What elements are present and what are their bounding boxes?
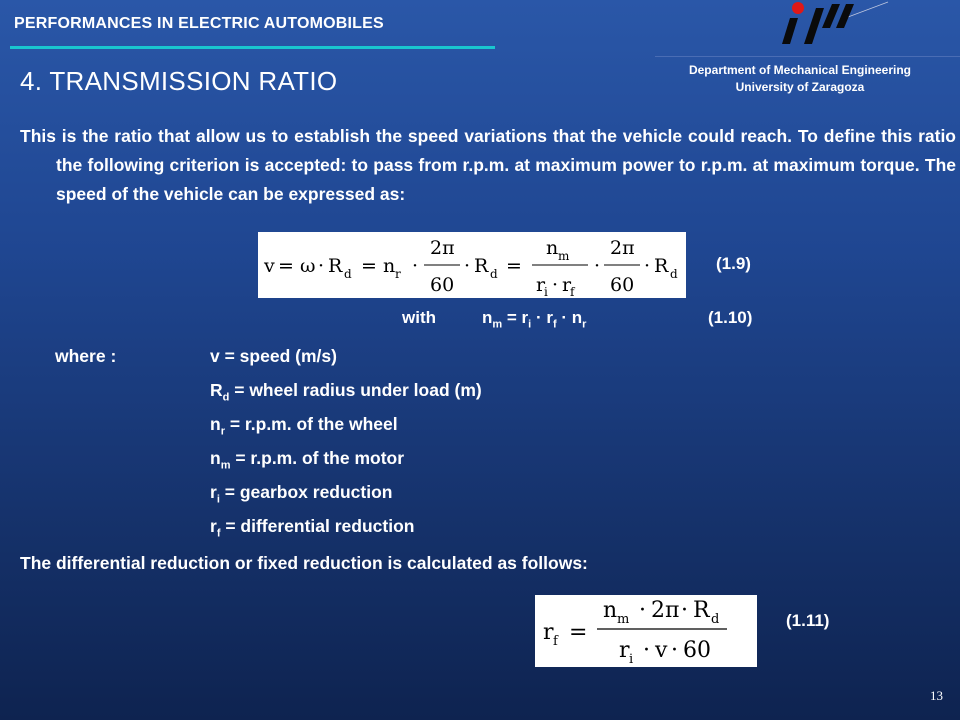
svg-text:i: i [629, 652, 634, 667]
with-label: with [402, 308, 436, 327]
header-divider [10, 46, 495, 49]
svg-text:ω: ω [300, 255, 316, 277]
svg-text:=: = [506, 255, 522, 277]
svg-text:=: = [361, 255, 377, 277]
svg-text:n: n [546, 237, 559, 259]
svg-text:r: r [562, 274, 572, 296]
svg-text:·: · [639, 598, 646, 623]
definition-ri-text: = gearbox reduction [219, 482, 393, 502]
svg-text:f: f [553, 634, 558, 649]
university-logo [780, 0, 890, 50]
svg-text:·: · [464, 255, 471, 277]
differential-equation [535, 595, 757, 667]
svg-text:r: r [619, 638, 630, 663]
department-block [650, 62, 950, 96]
svg-text:60: 60 [610, 274, 635, 296]
definition-rf: $r_f$ = differential reduction [210, 516, 415, 540]
svg-text:n: n [603, 598, 618, 623]
svg-text:n: n [383, 255, 396, 277]
svg-text:·: · [681, 598, 688, 623]
department-name: Department of Mechanical Engineering [688, 63, 912, 77]
svg-text:d: d [490, 267, 498, 281]
svg-text:·: · [552, 274, 559, 296]
definition-nr: $n_r = r.p.m$. of the wheel [210, 414, 398, 438]
svg-text:R: R [654, 255, 669, 277]
svg-text:2π: 2π [651, 598, 680, 623]
svg-text:f: f [570, 285, 575, 298]
svg-text:2π: 2π [610, 237, 635, 259]
svg-text:2π: 2π [430, 237, 455, 259]
svg-text:m: m [617, 612, 630, 627]
definition-ri: $r_i$ = gearbox reduction [210, 482, 393, 506]
svg-text:R: R [328, 255, 343, 277]
svg-text:60: 60 [430, 274, 455, 296]
svg-text:·: · [594, 255, 601, 277]
definition-v: v = speed (m/s) [210, 346, 337, 366]
svg-text:v: v [264, 255, 275, 277]
svg-text:·: · [671, 638, 678, 663]
intro-paragraph: This is the ratio that allow us to establish the speed variations that the vehicle could reach. To define this ratio the following criterion is accepted: to pass from r.p.m. at maximum power to r.p.m. at maximum torque. The speed of the vehicle can be expressed as: [20, 126, 956, 204]
motor-rpm-equation: $n_m = r_i \cdot r_f \cdot n_r$ [482, 308, 587, 331]
svg-text:=: = [278, 255, 294, 277]
section-title: 4. TRANSMISSION RATIO [20, 66, 338, 96]
svg-text:·: · [412, 255, 419, 277]
svg-text:60: 60 [683, 638, 711, 663]
svg-text:i: i [544, 285, 548, 298]
svg-text:d: d [670, 267, 678, 281]
svg-text:·: · [318, 255, 325, 277]
course-title: PERFORMANCES IN ELECTRIC AUTOMOBILES [14, 15, 384, 32]
page-number: 13 [930, 688, 943, 703]
definition-rd-text: = wheel radius under load (m) [229, 380, 482, 400]
svg-text:·: · [643, 638, 650, 663]
dept-divider [655, 56, 960, 57]
svg-text:m: m [558, 249, 570, 263]
equation-number-1-10: (1.10) [708, 308, 753, 327]
svg-text:r: r [536, 274, 546, 296]
definition-rf-text: = differential reduction [220, 516, 415, 536]
differential-paragraph: The differential reduction or fixed reduction is calculated as follows: [20, 553, 588, 573]
university-name: University of Zaragoza [735, 80, 865, 94]
speed-equation [258, 232, 686, 298]
definition-nm: $n_m = r.p.m$. of the motor [210, 448, 405, 472]
svg-text:·: · [644, 255, 651, 277]
svg-text:d: d [344, 267, 352, 281]
definition-rd: $R_d$ = wheel radius under load (m) [210, 380, 482, 404]
where-label: where : [55, 346, 117, 366]
equation-number-1-11: (1.11) [786, 611, 830, 630]
svg-text:R: R [474, 255, 489, 277]
definition-nr-text: = r.p.m. of the wheel [224, 414, 398, 434]
svg-text:=: = [569, 620, 588, 645]
svg-text:d: d [711, 612, 720, 627]
definition-nm-text: = r.p.m. of the motor [230, 448, 405, 468]
svg-text:v: v [655, 638, 668, 663]
svg-text:r: r [395, 267, 401, 281]
svg-text:R: R [693, 598, 710, 623]
svg-text:r: r [543, 620, 554, 645]
equation-number-1-9: (1.9) [716, 254, 751, 273]
